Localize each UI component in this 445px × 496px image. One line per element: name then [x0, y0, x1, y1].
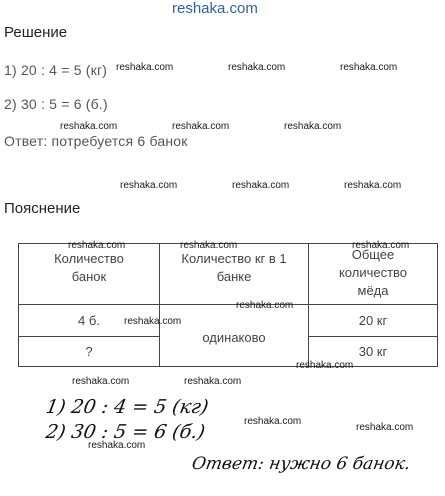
table-cell-kg-merged-text: одинаково	[202, 330, 266, 345]
watermark: reshaka.com	[340, 62, 398, 73]
watermark: reshaka.com	[284, 121, 342, 132]
watermark: reshaka.com	[344, 180, 402, 191]
solution-step-1: 1) 20 : 4 = 5 (кг)	[4, 62, 108, 78]
handwritten-answer: Ответ: нужно 6 банок.	[190, 454, 412, 474]
watermark: reshaka.com	[232, 180, 290, 191]
solution-heading: Решение	[4, 24, 68, 41]
table-cell-kg-merged	[159, 304, 309, 367]
watermark: reshaka.com	[124, 316, 182, 327]
watermark: reshaka.com	[296, 360, 354, 371]
watermark: reshaka.com	[184, 376, 242, 387]
table-header-jars	[18, 243, 160, 305]
table-cell-total-row1	[308, 304, 438, 337]
handwritten-step-2: 2) 30 : 5 = 6 (б.)	[44, 421, 207, 443]
watermark: reshaka.com	[244, 416, 302, 427]
watermark: reshaka.com	[352, 240, 410, 251]
handwritten-step-1: 1) 20 : 4 = 5 (кг)	[44, 396, 211, 418]
watermark: reshaka.com	[236, 300, 294, 311]
table-cell-jars-row1-text: 4 б.	[78, 313, 100, 328]
watermark: reshaka.com	[172, 121, 230, 132]
watermark: reshaka.com	[88, 440, 146, 451]
table-header-jars-text: Количество банок	[54, 251, 124, 284]
table-header-kg-per-jar	[159, 243, 309, 305]
table-header-total-honey-text: Общее количество мёда	[338, 247, 408, 298]
table-cell-total-row2-text: 30 кг	[358, 344, 388, 359]
table-cell-jars-row2	[18, 336, 160, 367]
solution-step-2: 2) 30 : 5 = 6 (б.)	[4, 96, 108, 112]
watermark: reshaka.com	[120, 180, 178, 191]
explanation-heading: Пояснение	[4, 200, 81, 217]
watermark: reshaka.com	[228, 62, 286, 73]
watermark: reshaka.com	[116, 62, 174, 73]
site-watermark-top: reshaka.com	[172, 0, 258, 17]
watermark: reshaka.com	[60, 121, 118, 132]
watermark: reshaka.com	[180, 240, 238, 251]
table-cell-jars-row2-text: ?	[85, 344, 93, 359]
watermark: reshaka.com	[356, 422, 414, 433]
watermark: reshaka.com	[72, 376, 130, 387]
table-cell-total-row1-text: 20 кг	[358, 313, 388, 328]
watermark: reshaka.com	[68, 240, 126, 251]
table-header-kg-per-jar-text: Количество кг в 1 банке	[181, 251, 287, 284]
explanation-table	[18, 243, 438, 367]
solution-answer: Ответ: потребуется 6 банок	[4, 133, 188, 149]
table-header-total-honey	[308, 243, 438, 305]
